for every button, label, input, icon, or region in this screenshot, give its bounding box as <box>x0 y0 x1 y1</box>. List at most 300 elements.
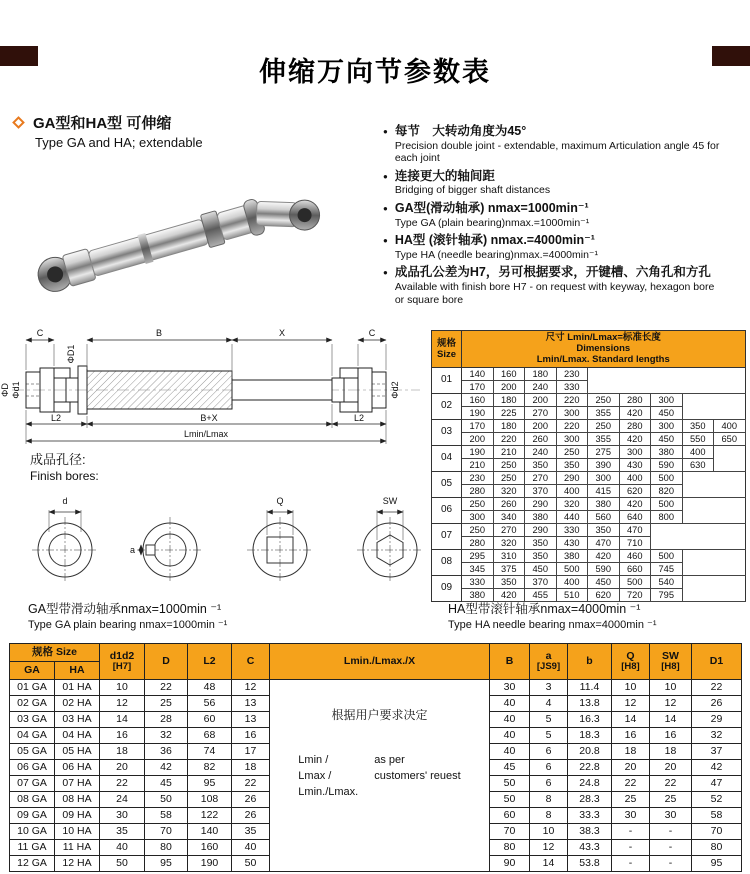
dim-table-dimensions-header: 尺寸 Lmin/Lmax=标准长度 Dimensions Lmin/Lmax. Standard lengths <box>462 331 746 368</box>
dim-value: 350 <box>525 536 557 549</box>
dim-value: 420 <box>619 406 651 419</box>
parameter-cell: 40 <box>490 744 530 760</box>
parameter-cell: 42 <box>145 760 188 776</box>
dim-value: 710 <box>619 536 651 549</box>
dim-value: 590 <box>588 562 620 575</box>
note-top-text: 根据用户要求决定 <box>331 708 428 722</box>
dim-value <box>619 380 651 393</box>
parameter-cell: - <box>650 856 692 872</box>
parameter-cell: 22 <box>145 680 188 696</box>
parameter-cell: 02 GA <box>10 696 55 712</box>
parameter-cell: 4 <box>530 696 568 712</box>
bullet-icon: ● <box>383 204 388 214</box>
dim-value: 350 <box>525 458 557 471</box>
dim-value: 510 <box>556 588 588 601</box>
header-b: b <box>568 644 612 680</box>
dim-value: 250 <box>462 497 494 510</box>
dim-value <box>619 367 651 380</box>
header-ha: HA <box>55 662 100 680</box>
parameter-cell: 6 <box>530 744 568 760</box>
dim-value: 320 <box>493 536 525 549</box>
parameter-cell: 53.8 <box>568 856 612 872</box>
dim-value: 230 <box>556 367 588 380</box>
parameter-cell: 47 <box>692 776 742 792</box>
header-size: 规格 Size <box>10 644 100 662</box>
dim-value: 270 <box>525 406 557 419</box>
dim-value <box>714 497 746 510</box>
feature-text-en: Type HA (needle bearing)nmax.=4000min⁻¹ <box>394 248 598 261</box>
parameter-cell: 12 <box>530 840 568 856</box>
parameter-cell: 11 GA <box>10 840 55 856</box>
section-heading <box>14 112 171 133</box>
dim-label-l2-left: L2 <box>50 413 62 423</box>
dim-value: 280 <box>462 484 494 497</box>
dim-label-c-left: C <box>36 328 44 338</box>
dim-row-size: 07 <box>432 523 462 549</box>
dim-row-size: 09 <box>432 575 462 601</box>
feature-text-en: Precision double joint - extendable, maximum Articulation angle 45 for each joint <box>394 139 720 165</box>
parameter-cell: 14 <box>650 712 692 728</box>
dim-value: 300 <box>556 406 588 419</box>
parameter-cell: 80 <box>145 840 188 856</box>
dim-value: 270 <box>493 523 525 536</box>
parameter-cell: 12 HA <box>55 856 100 872</box>
dim-value <box>651 367 683 380</box>
feature-text-zh: 连接更大的轴间距 <box>394 168 495 183</box>
dim-value: 400 <box>682 445 714 458</box>
parameter-cell: 16 <box>232 728 270 744</box>
parameter-cell: 40 <box>490 712 530 728</box>
bullet-icon: ● <box>383 127 388 136</box>
bore-round <box>32 510 98 583</box>
dim-value <box>714 484 746 497</box>
bullet-icon: ● <box>383 268 388 278</box>
parameter-cell: 10 GA <box>10 824 55 840</box>
dim-value: 500 <box>556 562 588 575</box>
parameter-cell: 80 <box>490 840 530 856</box>
dim-value: 380 <box>651 445 683 458</box>
dim-value: 380 <box>588 497 620 510</box>
parameter-cell: 03 GA <box>10 712 55 728</box>
parameter-cell: 18.3 <box>568 728 612 744</box>
dim-value <box>682 406 714 419</box>
dim-label-b: B <box>155 328 163 338</box>
parameter-cell: 80 <box>692 840 742 856</box>
parameter-cell: 95 <box>692 856 742 872</box>
parameter-cell: 32 <box>692 728 742 744</box>
dim-value: 300 <box>619 445 651 458</box>
dim-value: 420 <box>619 497 651 510</box>
feature-text-en: Type GA (plain bearing)nmax.=1000min⁻¹ <box>394 216 590 229</box>
bullet-icon: ● <box>383 171 388 181</box>
dim-table-body <box>432 367 746 601</box>
dim-value: 160 <box>462 393 494 406</box>
dim-value <box>682 562 714 575</box>
dim-value: 640 <box>619 510 651 523</box>
header-SW: SW [H8] <box>650 644 692 680</box>
header-a: a [JS9] <box>530 644 568 680</box>
diamond-icon <box>12 116 25 129</box>
dim-row-size: 02 <box>432 393 462 419</box>
dim-value: 380 <box>525 510 557 523</box>
parameter-cell: 20 <box>612 760 650 776</box>
dim-value <box>714 536 746 549</box>
dim-value <box>682 393 714 406</box>
dim-value <box>682 588 714 601</box>
ha-bearing-note-en: Type HA needle bearing nmax=4000min ⁻¹ <box>448 619 657 632</box>
parameter-cell: 30 <box>650 808 692 824</box>
dim-value <box>714 588 746 601</box>
ga-bearing-note-en: Type GA plain bearing nmax=1000min ⁻¹ <box>28 619 228 632</box>
dim-value: 300 <box>588 471 620 484</box>
parameter-cell: 140 <box>188 824 232 840</box>
dim-value: 225 <box>493 406 525 419</box>
dim-value <box>714 367 746 380</box>
feature-item <box>383 124 745 165</box>
dim-label-c-right: C <box>368 328 376 338</box>
dim-value: 330 <box>556 380 588 393</box>
parameter-cell: 25 <box>145 696 188 712</box>
parameter-cell: 07 GA <box>10 776 55 792</box>
header-ga: GA <box>10 662 55 680</box>
dimension-drawing <box>0 324 430 452</box>
dim-label-phi-d1: Φd1 <box>11 381 21 399</box>
parameter-cell: 74 <box>188 744 232 760</box>
dim-value: 500 <box>651 471 683 484</box>
parameter-cell: 16 <box>100 728 145 744</box>
parameter-cell: 26 <box>692 696 742 712</box>
parameter-cell: 45 <box>490 760 530 776</box>
ga-bearing-note <box>28 600 227 634</box>
dim-value: 420 <box>619 432 651 445</box>
parameter-cell: 8 <box>530 808 568 824</box>
dim-value <box>651 380 683 393</box>
parameter-cell: 50 <box>232 856 270 872</box>
parameter-cell: 14 <box>100 712 145 728</box>
parameter-cell: 22 <box>650 776 692 792</box>
parameter-cell: 05 GA <box>10 744 55 760</box>
parameter-cell: 58 <box>145 808 188 824</box>
parameter-cell: 108 <box>188 792 232 808</box>
lmin-lmax-note-cell <box>270 680 490 872</box>
header-D: D <box>145 644 188 680</box>
parameter-cell: 50 <box>490 792 530 808</box>
dim-value <box>682 523 714 536</box>
dim-value <box>714 445 746 458</box>
parameter-cell: 10 <box>100 680 145 696</box>
page-title: 伸缩万向节参数表 <box>259 57 491 87</box>
parameter-cell: 43.3 <box>568 840 612 856</box>
dim-value: 400 <box>714 419 746 432</box>
dim-value: 190 <box>462 445 494 458</box>
header-lmin-lmax-x: Lmin./Lmax./X <box>270 644 490 680</box>
header-Q: Q [H8] <box>612 644 650 680</box>
parameter-cell: 16.3 <box>568 712 612 728</box>
parameter-cell: 160 <box>188 840 232 856</box>
feature-item <box>383 169 745 197</box>
parameter-cell: 30 <box>612 808 650 824</box>
parameter-cell: 3 <box>530 680 568 696</box>
dim-value <box>682 471 714 484</box>
header-C: C <box>232 644 270 680</box>
dim-value: 500 <box>651 497 683 510</box>
note-right-lines: as per customers' reuest <box>374 754 461 782</box>
dim-value: 300 <box>462 510 494 523</box>
dim-value <box>682 536 714 549</box>
parameter-cell: 8 <box>530 792 568 808</box>
dim-table-size-header: 规格 Size <box>432 331 462 368</box>
parameter-cell: 38.3 <box>568 824 612 840</box>
parameter-cell: 10 <box>612 680 650 696</box>
header-L2: L2 <box>188 644 232 680</box>
dim-label-l2-right: L2 <box>353 413 365 423</box>
dim-value: 350 <box>588 523 620 536</box>
dim-row-size: 04 <box>432 445 462 471</box>
dim-value: 300 <box>651 419 683 432</box>
parameter-cell: 24 <box>100 792 145 808</box>
parameter-cell: 14 <box>612 712 650 728</box>
feature-item <box>383 201 745 229</box>
dim-value: 275 <box>588 445 620 458</box>
dim-value: 620 <box>588 588 620 601</box>
parameter-cell: 13 <box>232 696 270 712</box>
parameter-cell: 22 <box>612 776 650 792</box>
parameter-cell: 10 <box>650 680 692 696</box>
parameter-cell: 05 HA <box>55 744 100 760</box>
header-D1: D1 <box>692 644 742 680</box>
feature-list <box>383 124 745 310</box>
dim-value <box>714 562 746 575</box>
parameter-cell: 08 GA <box>10 792 55 808</box>
parameter-cell: 70 <box>145 824 188 840</box>
parameter-cell: - <box>612 840 650 856</box>
parameter-cell: - <box>612 824 650 840</box>
feature-item <box>383 233 745 261</box>
note-left-lines: Lmin / Lmax / Lmin./Lmax. <box>298 754 359 798</box>
dim-value: 450 <box>588 575 620 588</box>
dim-value: 795 <box>651 588 683 601</box>
dim-value: 310 <box>493 549 525 562</box>
dim-value: 250 <box>588 393 620 406</box>
parameter-cell: 03 HA <box>55 712 100 728</box>
parameter-cell: 42 <box>692 760 742 776</box>
dim-row-size: 01 <box>432 367 462 393</box>
parameter-cell: 01 GA <box>10 680 55 696</box>
dim-value: 250 <box>588 419 620 432</box>
feature-item <box>383 265 745 306</box>
finish-bores-label-en: Finish bores: <box>30 468 99 483</box>
dim-value: 540 <box>651 575 683 588</box>
dim-value: 450 <box>651 406 683 419</box>
parameter-cell: 35 <box>100 824 145 840</box>
parameter-cell: 09 GA <box>10 808 55 824</box>
parameter-cell: 12 <box>612 696 650 712</box>
dim-value: 440 <box>556 510 588 523</box>
dim-value <box>651 536 683 549</box>
bore-label-d: d <box>62 496 68 506</box>
dim-value: 290 <box>525 523 557 536</box>
parameter-cell: 40 <box>232 840 270 856</box>
parameter-row <box>10 680 742 696</box>
dim-value: 560 <box>588 510 620 523</box>
dim-value: 470 <box>619 523 651 536</box>
dim-value <box>651 523 683 536</box>
parameter-cell: 5 <box>530 728 568 744</box>
parameter-cell: 08 HA <box>55 792 100 808</box>
dim-value: 350 <box>493 575 525 588</box>
parameter-cell: 190 <box>188 856 232 872</box>
parameter-cell: 22 <box>232 776 270 792</box>
dim-value: 290 <box>556 471 588 484</box>
dim-value: 800 <box>651 510 683 523</box>
parameter-cell: 20.8 <box>568 744 612 760</box>
parameter-cell: 50 <box>100 856 145 872</box>
parameter-cell: 70 <box>692 824 742 840</box>
dim-value: 430 <box>556 536 588 549</box>
dim-value <box>714 458 746 471</box>
dim-value <box>682 367 714 380</box>
dim-value: 330 <box>556 523 588 536</box>
parameter-cell: 30 <box>490 680 530 696</box>
dim-value <box>714 380 746 393</box>
dim-value: 260 <box>493 497 525 510</box>
dim-value: 550 <box>682 432 714 445</box>
parameter-cell: 50 <box>490 776 530 792</box>
bore-hexagon <box>357 510 423 583</box>
feature-text-en: Available with finish bore H7 - on request with keyway, hexagon bore or square bore <box>394 281 715 306</box>
dim-value: 250 <box>556 445 588 458</box>
dim-value: 240 <box>525 445 557 458</box>
parameter-cell: - <box>612 856 650 872</box>
parameter-cell: - <box>650 840 692 856</box>
parameter-cell: 12 <box>650 696 692 712</box>
dim-value: 295 <box>462 549 494 562</box>
parameter-cell: 25 <box>650 792 692 808</box>
dim-value: 170 <box>462 380 494 393</box>
dim-value: 450 <box>651 432 683 445</box>
finish-bores-label <box>30 452 99 484</box>
parameter-cell: 30 <box>100 808 145 824</box>
dim-value <box>714 406 746 419</box>
parameter-cell: 40 <box>490 728 530 744</box>
bullet-icon: ● <box>383 236 388 246</box>
dim-value: 400 <box>619 471 651 484</box>
dim-value: 240 <box>525 380 557 393</box>
dim-value <box>714 549 746 562</box>
parameter-cell: 36 <box>145 744 188 760</box>
parameter-cell: 58 <box>692 808 742 824</box>
parameter-cell: 6 <box>530 776 568 792</box>
dim-value <box>714 575 746 588</box>
bore-label-q: Q <box>276 496 284 506</box>
parameter-cell: 37 <box>692 744 742 760</box>
dim-value: 210 <box>462 458 494 471</box>
dim-row-size: 03 <box>432 419 462 445</box>
parameter-cell: 22.8 <box>568 760 612 776</box>
parameter-cell: 60 <box>490 808 530 824</box>
dim-value: 180 <box>525 367 557 380</box>
ha-bearing-note <box>448 600 657 634</box>
dim-value: 220 <box>556 419 588 432</box>
dim-value <box>588 367 620 380</box>
dim-value: 200 <box>462 432 494 445</box>
bore-label-sw: SW <box>382 496 398 506</box>
dim-value: 200 <box>493 380 525 393</box>
header-d1d2: d1d2 [H7] <box>100 644 145 680</box>
parameter-cell: 28 <box>145 712 188 728</box>
dim-value: 250 <box>493 458 525 471</box>
dim-value: 180 <box>493 393 525 406</box>
dim-value: 415 <box>588 484 620 497</box>
ha-bearing-note-zh: HA型带滚针轴承nmax=4000min ⁻¹ <box>448 602 641 616</box>
parameter-cell: 29 <box>692 712 742 728</box>
dim-value: 350 <box>682 419 714 432</box>
dim-value <box>682 549 714 562</box>
dim-value: 180 <box>493 419 525 432</box>
dim-value: 380 <box>462 588 494 601</box>
dim-value: 420 <box>588 549 620 562</box>
parameter-cell: 12 <box>100 696 145 712</box>
parameter-cell: 22 <box>100 776 145 792</box>
dim-value: 350 <box>556 458 588 471</box>
parameter-cell: 02 HA <box>55 696 100 712</box>
dim-value: 320 <box>556 497 588 510</box>
dim-value: 280 <box>619 419 651 432</box>
dim-value: 400 <box>556 575 588 588</box>
dim-value: 660 <box>619 562 651 575</box>
dim-value: 270 <box>525 471 557 484</box>
section-heading-zh: GA型和HA型 可伸缩 <box>33 115 172 132</box>
dim-value: 390 <box>588 458 620 471</box>
dim-value: 140 <box>462 367 494 380</box>
standard-lengths-table <box>431 330 746 602</box>
feature-text-zh: HA型 (滚针轴承) nmax.=4000min⁻¹ <box>394 233 595 248</box>
parameter-cell: 16 <box>612 728 650 744</box>
parameter-cell: 40 <box>100 840 145 856</box>
dim-value <box>714 393 746 406</box>
parameter-cell: 20 <box>650 760 692 776</box>
dim-value: 820 <box>651 484 683 497</box>
product-photo <box>12 146 352 324</box>
header-B: B <box>490 644 530 680</box>
parameter-cell: - <box>650 824 692 840</box>
parameter-cell: 14 <box>530 856 568 872</box>
parameter-cell: 40 <box>490 696 530 712</box>
dim-value <box>682 510 714 523</box>
finish-bores-diagrams <box>8 486 448 601</box>
parameter-cell: 20 <box>100 760 145 776</box>
parameter-cell: 95 <box>145 856 188 872</box>
dim-label-bx: B+X <box>200 413 218 423</box>
parameter-cell: 18 <box>232 760 270 776</box>
dim-value: 380 <box>556 549 588 562</box>
parameter-cell: 6 <box>530 760 568 776</box>
parameter-cell: 32 <box>145 728 188 744</box>
parameter-cell: 18 <box>100 744 145 760</box>
dim-value: 400 <box>556 484 588 497</box>
dim-value: 280 <box>619 393 651 406</box>
dim-value: 375 <box>493 562 525 575</box>
dim-value: 355 <box>588 406 620 419</box>
parameter-cell: 70 <box>490 824 530 840</box>
parameter-cell: 82 <box>188 760 232 776</box>
parameter-cell: 45 <box>145 776 188 792</box>
parameter-cell: 26 <box>232 808 270 824</box>
dim-value <box>714 510 746 523</box>
dim-label-x: X <box>278 328 286 338</box>
dim-value: 250 <box>493 471 525 484</box>
parameter-cell: 90 <box>490 856 530 872</box>
